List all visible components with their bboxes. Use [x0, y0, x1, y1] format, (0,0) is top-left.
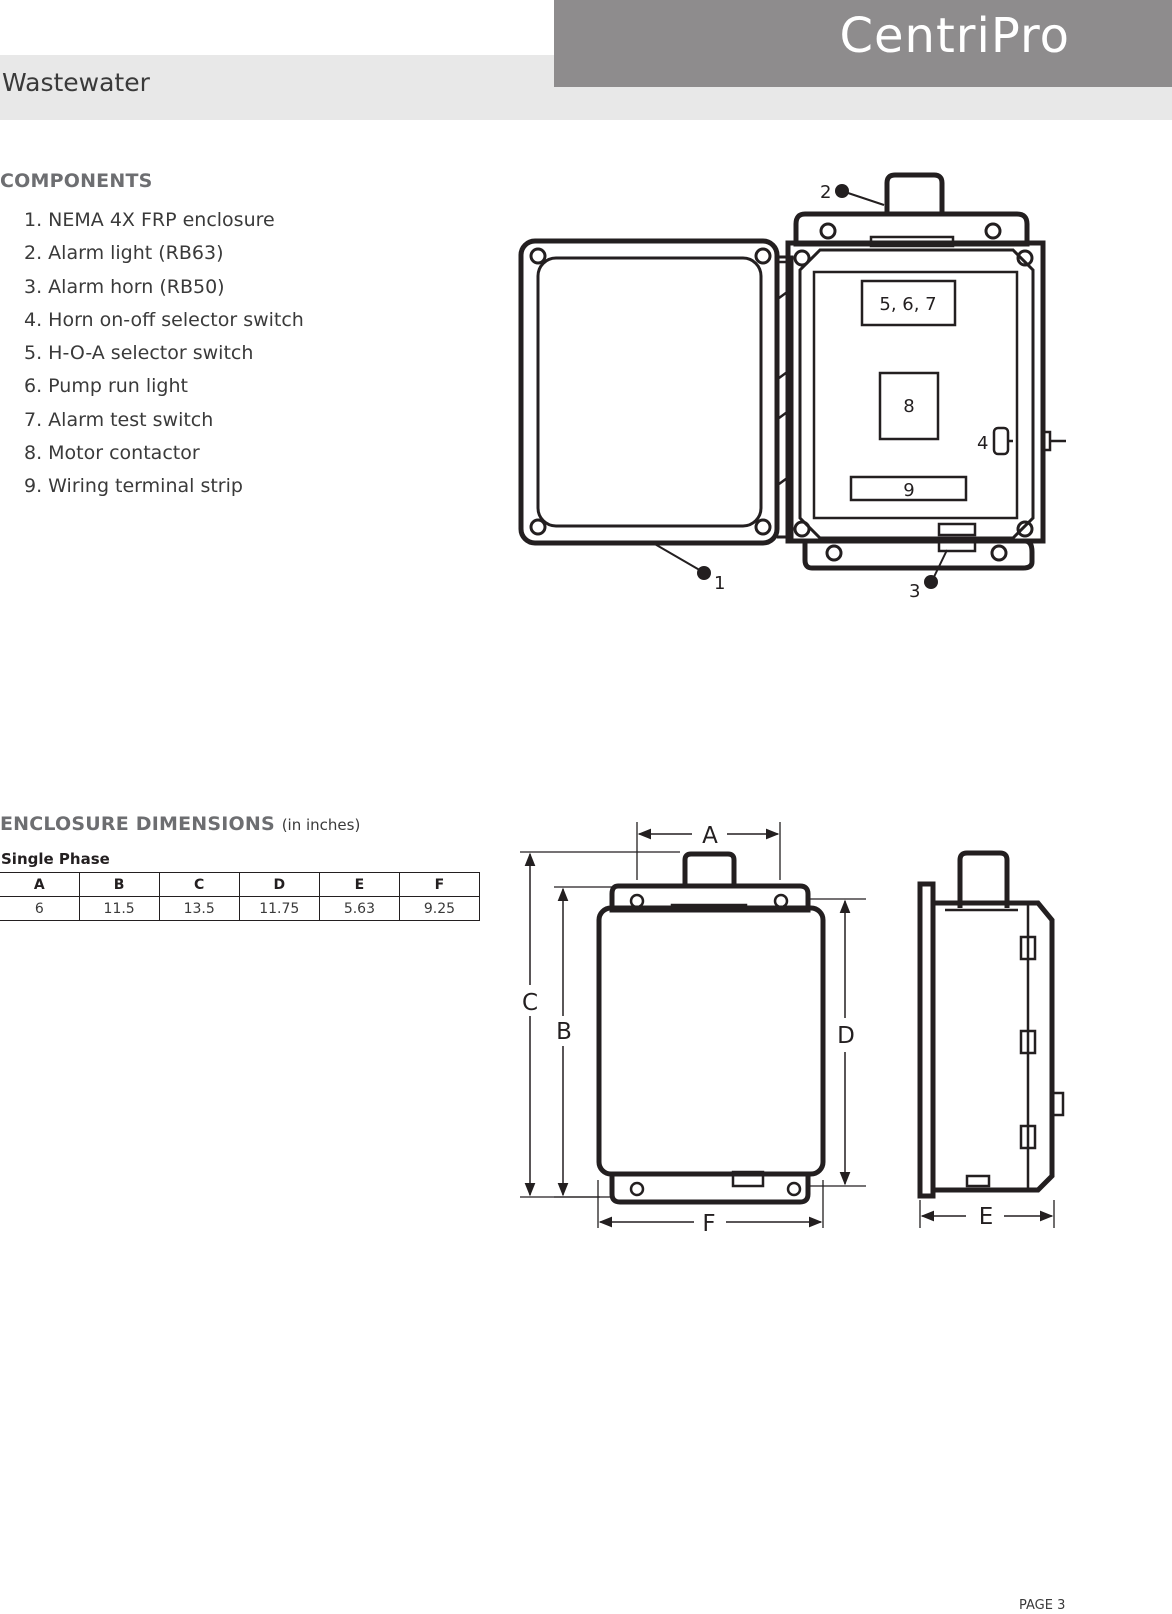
column-header-d: D — [239, 873, 319, 897]
column-header-e: E — [319, 873, 399, 897]
list-item: 4. Horn on-off selector switch — [24, 308, 304, 331]
table-cell-b: 11.5 — [79, 897, 159, 921]
callout-3: 3 — [909, 581, 921, 602]
callout-567: 5, 6, 7 — [879, 294, 937, 315]
list-item: 1. NEMA 4X FRP enclosure — [24, 209, 275, 231]
column-header-b: B — [79, 873, 159, 897]
list-item: 3. Alarm horn (RB50) — [24, 275, 225, 298]
list-item: 9. Wiring terminal strip — [24, 475, 243, 498]
dimension-label-c: C — [521, 990, 539, 1016]
components-heading: COMPONENTS — [0, 170, 153, 192]
dimensions-heading-title: ENCLOSURE DIMENSIONS — [0, 813, 275, 835]
column-header-f: F — [399, 873, 479, 897]
dimension-label-f: F — [702, 1211, 716, 1237]
list-item: 7. Alarm test switch — [24, 408, 214, 431]
table-cell-c: 13.5 — [159, 897, 239, 921]
callout-4: 4 — [977, 433, 989, 454]
dimension-label-d: D — [837, 1023, 855, 1049]
brand-logo: CentriPro — [839, 8, 1070, 64]
table-cell-f: 9.25 — [399, 897, 479, 921]
callout-1: 1 — [714, 573, 726, 594]
dimension-label-e: E — [978, 1204, 994, 1230]
list-item: 2. Alarm light (RB63) — [24, 242, 224, 265]
list-item: 5. H-O-A selector switch — [24, 342, 254, 365]
callout-9: 9 — [903, 480, 915, 501]
dimension-label-b: B — [556, 1019, 572, 1045]
list-item: 6. Pump run light — [24, 375, 188, 398]
table-cell-d: 11.75 — [239, 897, 319, 921]
table-cell-e: 5.63 — [319, 897, 399, 921]
callout-2: 2 — [820, 182, 832, 203]
table-cell-a: 6 — [0, 897, 79, 921]
column-header-a: A — [0, 873, 79, 897]
column-header-c: C — [159, 873, 239, 897]
list-item: 8. Motor contactor — [24, 442, 200, 465]
dimensions-heading-note: (in inches) — [281, 816, 361, 834]
page-number: PAGE 3 — [1019, 1598, 1066, 1613]
table-title: Single Phase — [1, 850, 110, 868]
dimension-label-a: A — [702, 823, 718, 849]
callout-8: 8 — [903, 396, 915, 417]
section-label: Wastewater — [2, 68, 150, 97]
